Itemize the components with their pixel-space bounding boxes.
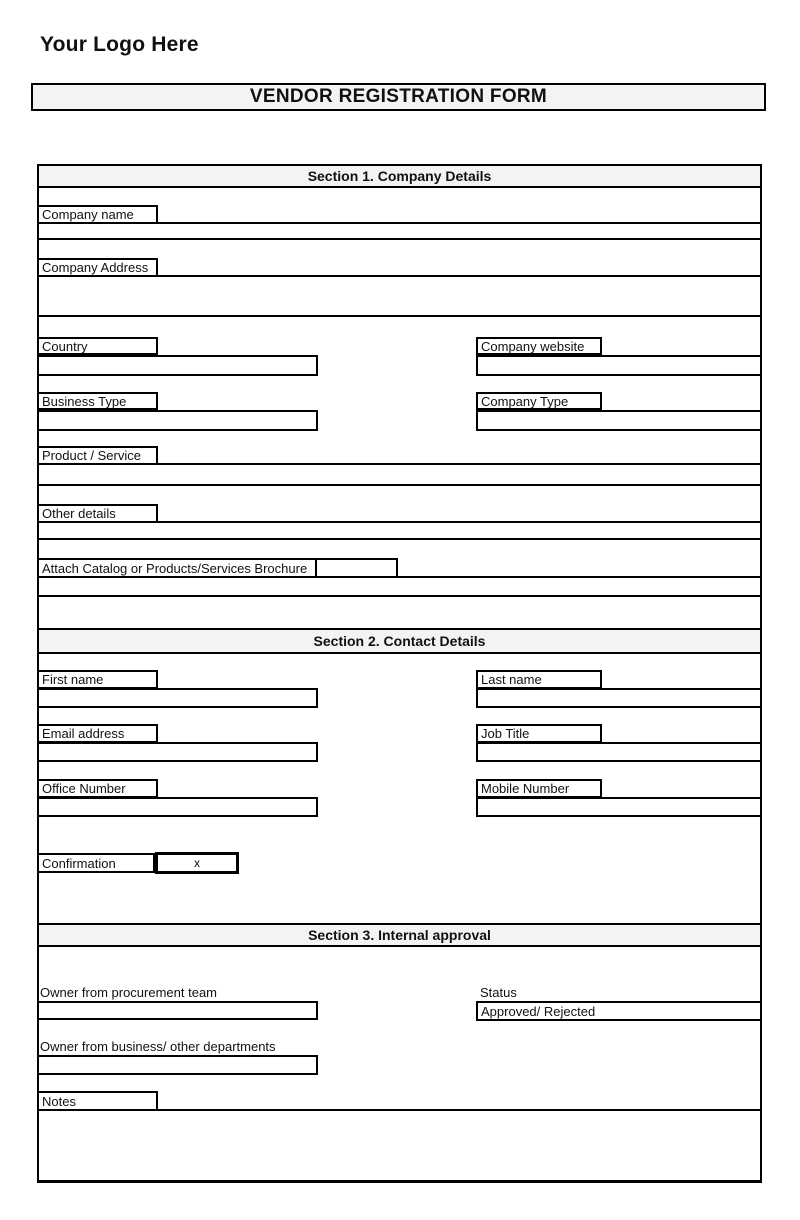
attach-catalog-row[interactable] <box>39 578 760 595</box>
country-label: Country <box>37 337 158 355</box>
other-details-label: Other details <box>37 504 158 523</box>
owner-procurement-label: Owner from procurement team <box>40 985 218 1000</box>
job-title-label: Job Title <box>476 724 602 743</box>
owner-business-input[interactable] <box>37 1055 318 1075</box>
mobile-number-input[interactable] <box>476 797 762 817</box>
divider <box>37 315 762 317</box>
business-type-label: Business Type <box>37 392 158 410</box>
divider <box>37 484 762 486</box>
company-name-input-row[interactable] <box>39 224 760 238</box>
company-address-input-area[interactable] <box>39 277 760 315</box>
logo-placeholder-text: Your Logo Here <box>40 33 199 56</box>
confirmation-label: Confirmation <box>37 853 155 873</box>
divider <box>37 652 762 654</box>
divider <box>37 945 762 947</box>
office-number-label: Office Number <box>37 779 158 798</box>
product-service-input-row[interactable] <box>39 465 760 484</box>
company-website-label: Company website <box>476 337 602 355</box>
confirmation-checkbox[interactable]: x <box>155 852 239 874</box>
company-address-label: Company Address <box>37 258 158 277</box>
email-address-label: Email address <box>37 724 158 743</box>
country-input[interactable] <box>37 355 318 376</box>
last-name-label: Last name <box>476 670 602 689</box>
company-name-label: Company name <box>37 205 158 224</box>
notes-label: Notes <box>37 1091 158 1111</box>
attach-catalog-label: Attach Catalog or Products/Services Brochure <box>37 558 317 578</box>
product-service-label: Product / Service <box>37 446 158 465</box>
divider <box>37 538 762 540</box>
office-number-input[interactable] <box>37 797 318 817</box>
section2-header: Section 2. Contact Details <box>39 630 760 652</box>
status-label: Status <box>480 985 517 1000</box>
section1-header: Section 1. Company Details <box>39 166 760 186</box>
owner-business-label: Owner from business/ other departments <box>40 1039 276 1054</box>
section3-header: Section 3. Internal approval <box>39 925 760 945</box>
divider <box>37 595 762 597</box>
attach-catalog-input[interactable] <box>315 558 398 578</box>
other-details-input-row[interactable] <box>39 523 760 538</box>
notes-input-area[interactable] <box>39 1111 760 1181</box>
business-type-input[interactable] <box>37 410 318 431</box>
first-name-input[interactable] <box>37 688 318 708</box>
last-name-input[interactable] <box>476 688 762 708</box>
company-type-label: Company Type <box>476 392 602 410</box>
first-name-label: First name <box>37 670 158 689</box>
form-title: VENDOR REGISTRATION FORM <box>31 83 766 111</box>
job-title-input[interactable] <box>476 742 762 762</box>
status-value-field[interactable]: Approved/ Rejected <box>476 1001 762 1021</box>
company-type-input[interactable] <box>476 410 762 431</box>
owner-procurement-input[interactable] <box>37 1001 318 1020</box>
divider <box>37 238 762 240</box>
company-website-input[interactable] <box>476 355 762 376</box>
email-address-input[interactable] <box>37 742 318 762</box>
divider <box>37 186 762 188</box>
mobile-number-label: Mobile Number <box>476 779 602 798</box>
